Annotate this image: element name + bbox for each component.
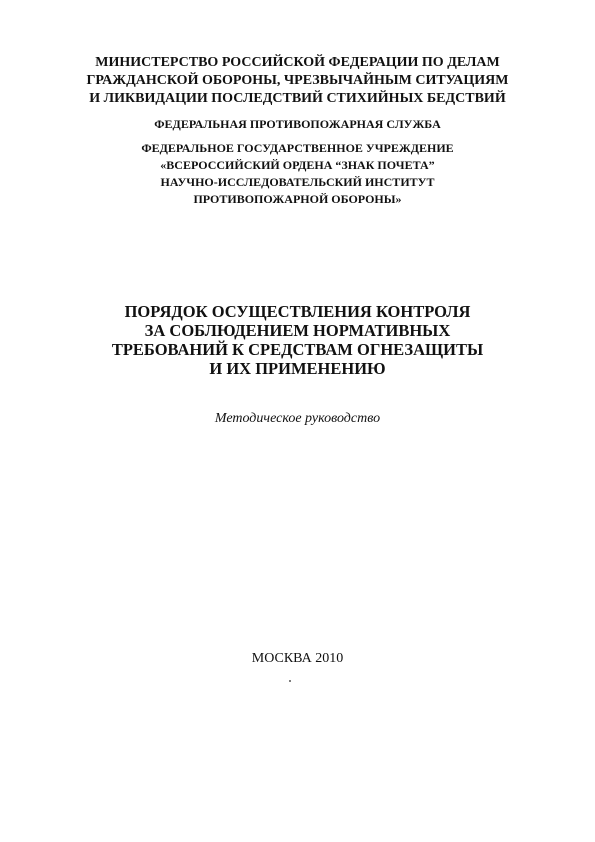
document-subtitle [0,410,595,428]
service-line: ФЕДЕРАЛЬНАЯ ПРОТИВОПОЖАРНАЯ СЛУЖБА [154,117,441,131]
institution-line: ПРОТИВОПОЖАРНОЙ ОБОРОНЫ» [193,192,402,206]
title-line: ЗА СОБЛЮДЕНИЕМ НОРМАТИВНЫХ [144,321,451,340]
ministry-line: МИНИСТЕРСТВО РОССИЙСКОЙ ФЕДЕРАЦИИ ПО ДЕЛАМ [95,55,500,70]
publication-city-year [0,650,595,668]
city-year-text: МОСКВА 2010 [251,651,344,666]
institution-line: НАУЧНО-ИССЛЕДОВАТЕЛЬСКИЙ ИНСТИТУТ [160,175,435,189]
title-line: И ИХ ПРИМЕНЕНИЮ [209,359,386,378]
service-name [0,116,595,132]
ministry-line: ГРАЖДАНСКОЙ ОБОРОНЫ, ЧРЕЗВЫЧАЙНЫМ СИТУАЦИЯМ [86,73,509,88]
ministry-name [0,54,595,108]
institution-line: ФЕДЕРАЛЬНОЕ ГОСУДАРСТВЕННОЕ УЧРЕЖДЕНИЕ [141,141,454,155]
scan-speck [289,680,291,682]
subtitle-text: Методическое руководство [214,411,381,426]
institution-line: «ВСЕРОССИЙСКИЙ ОРДЕНА “ЗНАК ПОЧЕТА” [160,158,435,172]
title-line: ТРЕБОВАНИЙ К СРЕДСТВАМ ОГНЕЗАЩИТЫ [111,340,484,359]
ministry-line: И ЛИКВИДАЦИИ ПОСЛЕДСТВИЙ СТИХИЙНЫХ БЕДСТВИЙ [89,91,506,106]
title-line: ПОРЯДОК ОСУЩЕСТВЛЕНИЯ КОНТРОЛЯ [124,302,471,321]
document-title [0,302,595,378]
institution-name [0,140,595,208]
